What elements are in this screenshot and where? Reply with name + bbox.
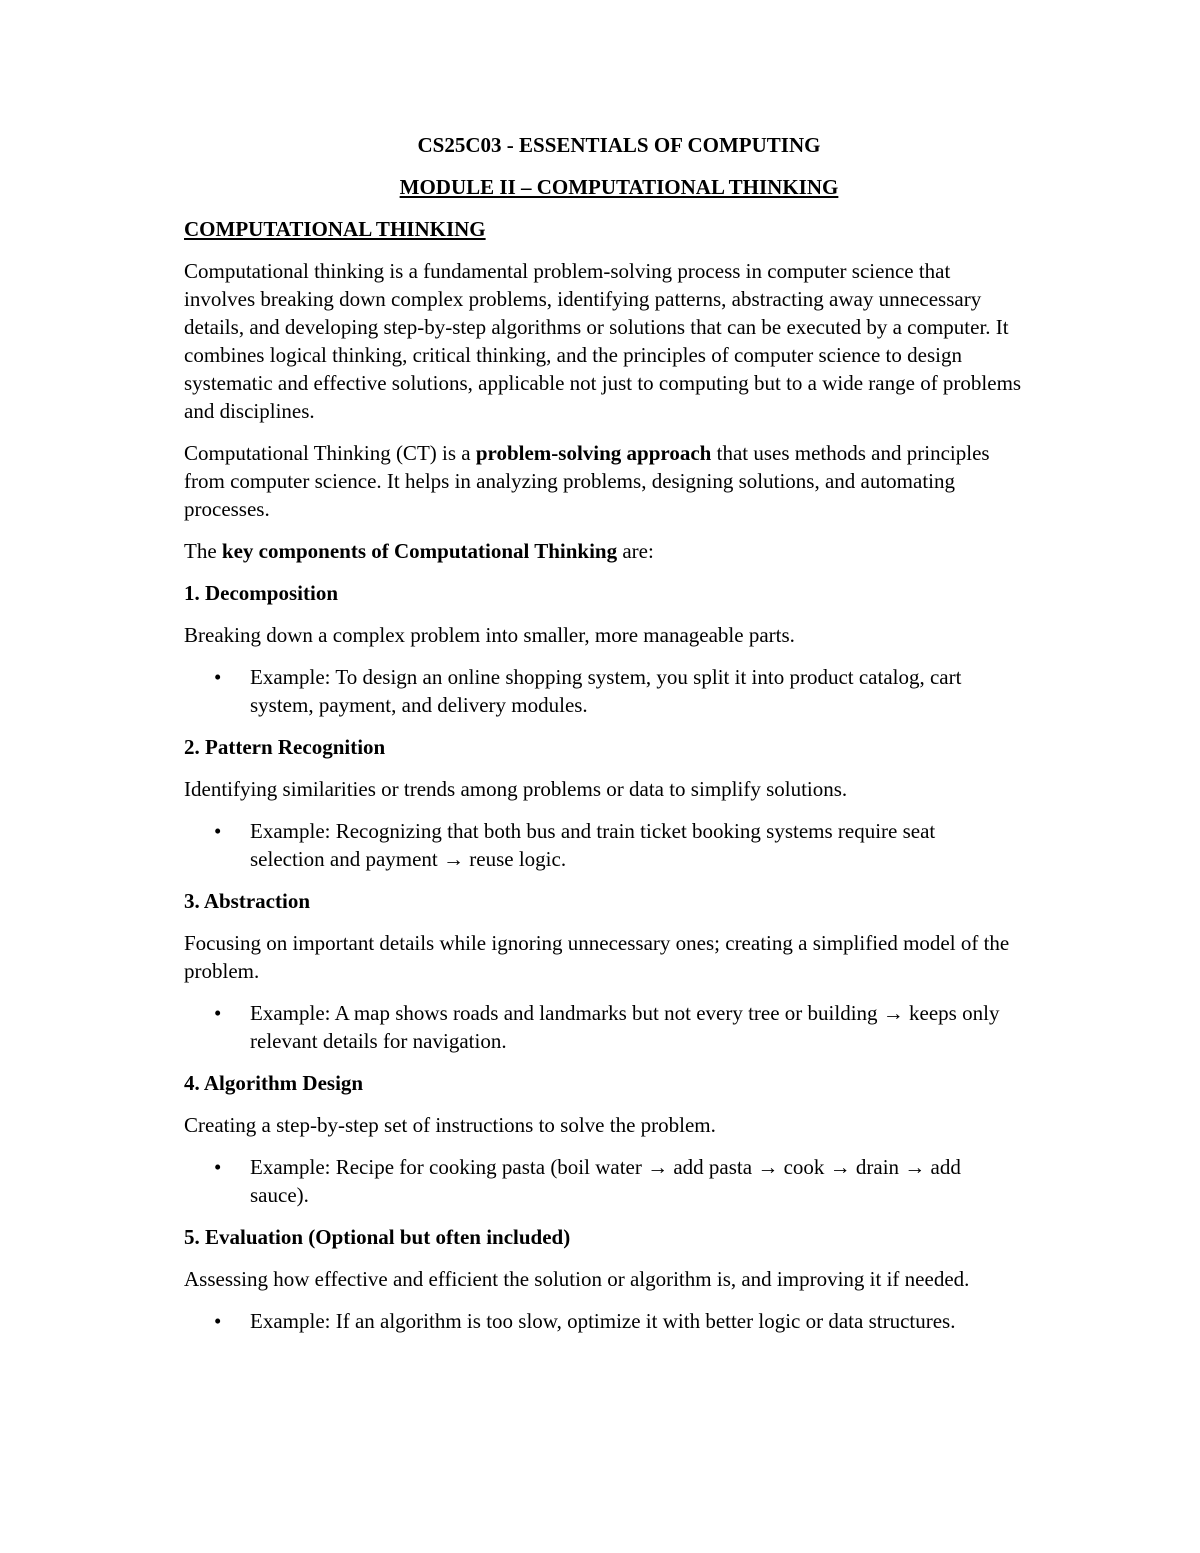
ct-definition-paragraph	[184, 439, 1024, 523]
example-item	[184, 1307, 1024, 1335]
example-list	[184, 999, 1024, 1055]
component-description: Breaking down a complex problem into smaller, more manageable parts.	[184, 623, 795, 647]
bullet-icon: •	[214, 819, 222, 843]
component-decomposition	[184, 579, 1024, 719]
bullet-icon: •	[214, 665, 222, 689]
key-components-emphasis: key components of Computational Thinking	[221, 539, 618, 563]
section-heading: COMPUTATIONAL THINKING	[184, 217, 486, 241]
ct-definition-text-start: Computational Thinking (CT) is a	[184, 441, 476, 465]
example-item	[184, 999, 1024, 1055]
example-text: Example: If an algorithm is too slow, optimize it with better logic or data structures.	[250, 1309, 956, 1333]
component-heading: 4. Algorithm Design	[184, 1071, 364, 1095]
component-description: Assessing how effective and efficient the solution or algorithm is, and improving it if needed.	[184, 1267, 970, 1291]
document-body	[184, 131, 1024, 1349]
example-item	[184, 663, 1024, 719]
module-title: MODULE II – COMPUTATIONAL THINKING	[399, 175, 839, 199]
component-heading: 1. Decomposition	[184, 581, 338, 605]
key-components-text-end: are:	[617, 539, 654, 563]
bullet-icon: •	[214, 1155, 222, 1179]
example-text: Example: To design an online shopping system, you split it into product catalog, cart system, payment, and delivery modules.	[250, 665, 962, 717]
bullet-icon: •	[214, 1309, 222, 1333]
component-description: Identifying similarities or trends among problems or data to simplify solutions.	[184, 777, 848, 801]
component-heading: 3. Abstraction	[184, 889, 310, 913]
component-heading: 5. Evaluation (Optional but often included)	[184, 1225, 571, 1249]
example-list	[184, 1307, 1024, 1335]
example-item	[184, 817, 1024, 873]
example-list	[184, 817, 1024, 873]
example-text: Example: Recognizing that both bus and train ticket booking systems require seat selection and payment → reuse logic.	[250, 819, 936, 871]
example-text: Example: Recipe for cooking pasta (boil water → add pasta → cook → drain → add sauce).	[250, 1155, 961, 1207]
example-list	[184, 1153, 1024, 1209]
component-pattern-recognition	[184, 733, 1024, 873]
component-evaluation	[184, 1223, 1024, 1335]
example-list	[184, 663, 1024, 719]
component-description: Creating a step-by-step set of instructions to solve the problem.	[184, 1113, 716, 1137]
ct-definition-text-end: that uses methods and principles from computer science. It helps in analyzing problems, designing solutions, and automating processes.	[184, 441, 990, 521]
example-item	[184, 1153, 1024, 1209]
component-heading: 2. Pattern Recognition	[184, 735, 386, 759]
component-algorithm-design	[184, 1069, 1024, 1209]
component-abstraction	[184, 887, 1024, 1055]
key-components-intro	[184, 537, 1024, 565]
example-text: Example: A map shows roads and landmarks but not every tree or building → keeps only relevant details for navigation.	[250, 1001, 1000, 1053]
component-description: Focusing on important details while ignoring unnecessary ones; creating a simplified model of the problem.	[184, 931, 1010, 983]
intro-paragraph: Computational thinking is a fundamental problem-solving process in computer science that involves breaking down complex problems, identifying patterns, abstracting away unnecessary details, and developing step-by-step algorithms or solutions that can be executed by a computer. It combines logical thinking, critical thinking, and the principles of computer science to design systematic and effective solutions, applicable not just to computing but to a wide range of problems and disciplines.	[184, 259, 1022, 423]
key-components-text-start: The	[184, 539, 222, 563]
course-title: CS25C03 - ESSENTIALS OF COMPUTING	[417, 133, 821, 157]
bullet-icon: •	[214, 1001, 222, 1025]
ct-definition-emphasis: problem-solving approach	[475, 441, 712, 465]
